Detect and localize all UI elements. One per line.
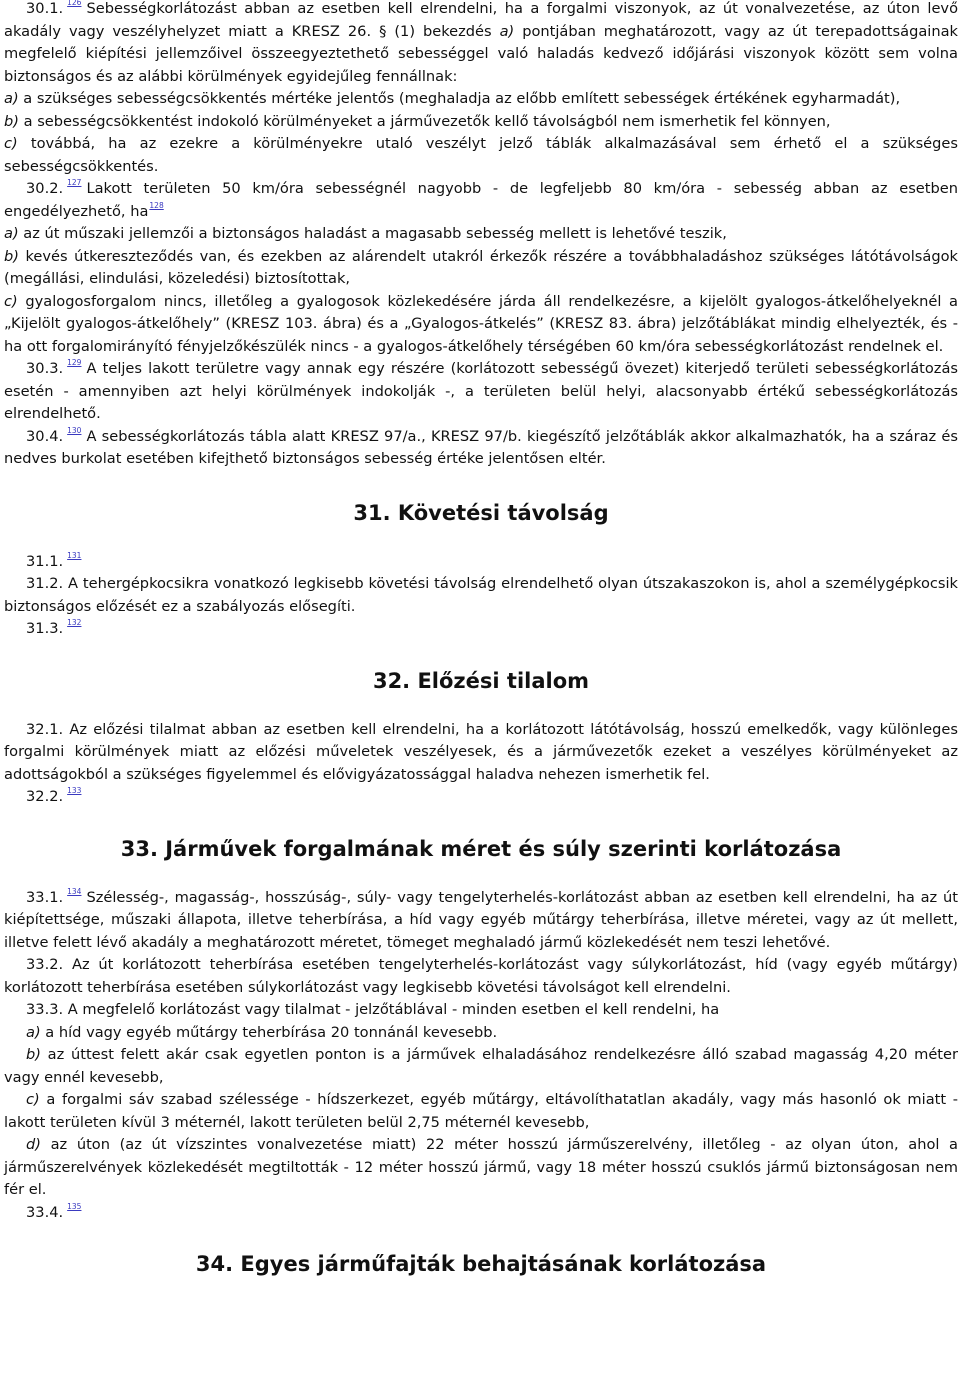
item-letter: a) [4,225,19,242]
item-letter: a) [4,90,19,107]
footnote-link[interactable]: 129 [67,358,82,367]
paragraph-text: Az előzési tilalmat abban az esetben kell elrendelni, ha a korlátozott látótávolság, hosszú emelkedők, vagy különleges forgalmi körülmények miatt az előzési műveletek veszélyesek, és a járművezetők ezeket a veszélyes körülményeket az adottságokból a szükséges figyelemmel és elővigyázatossággal haladva nehezen ismerhetik fel. [4,720,958,783]
section-number: 33.1. [26,888,64,906]
paragraph-text: pontjában meghatározott, vagy az út terepadottságainak megfelelő kiépítési jellemzőivel összeegyeztethető sebességgel való haladás kedvező időjárási viszonyok között sem volna biztonságos és az alábbi körülmények egyidejűleg fennállnak: [4,22,958,85]
item-text: továbbá, ha az ezekre a körülményekre utaló veszélyt jelző táblák alkalmazásával sem érhető el a szükséges sebességcsökkentés. [4,135,958,175]
paragraph-text: A tehergépkocsikra vonatkozó legkisebb követési távolság elrendelhető olyan útszakaszokon is, ahol a személygépkocsik biztonságos előzését ez a szabályozás elősegíti. [4,575,959,615]
paragraph-text: Sebességkorlátozást abban az esetben kell elrendelni, ha a forgalmi viszonyok, az út vonalvezetése, az úton levő akadály vagy veszélyhelyzet miatt a KRESZ 26. § (1) bekezdés [4,0,958,40]
item-letter: b) [26,1046,41,1063]
item-text: gyalogosforgalom nincs, illetőleg a gyalogosok közlekedésére járda áll rendelkezésre, a kijelölt gyalogos-átkelőhelyeknél a „Kijelölt gyalogos-átkelőhely” (KRESZ 103. ábra) és a „Gyalogos-átkelés” (KRESZ 83. ábra) jelzőtáblákat mindig elhelyezték, és - ha ott forgalomirányító fényjelzőkészülék nincs - a gyalogos-átkelőhely térségében 60 km/óra sebességkorlátozást rendelnek el. [4,292,958,355]
item-text: az úton (az út vízszintes vonalvezetése miatt) 22 méter hosszú járműszerelvény, illetőleg - az olyan úton, ahol a járműszerelvények közlekedését megtiltották - 12 méter hosszú jármű, vagy 18 méter hosszú csuklós jármű biztonságosan nem fér el. [4,1136,958,1198]
footnote-link[interactable]: 135 [67,1201,82,1211]
list-item-a [4,223,958,246]
section-number: 32.2. [26,788,64,805]
list-item-c [4,291,958,359]
footnote-link[interactable]: 126 [67,0,82,7]
footnote-link[interactable]: 133 [67,786,82,795]
section-number: 31.2. [26,575,64,592]
section-number: 33.4. [26,1203,64,1221]
item-text: az út műszaki jellemzői a biztonságos haladást a magasabb sebesség mellett is lehetővé teszik, [18,225,727,242]
paragraph-text: A megfelelő korlátozást vagy tilalmat - jelzőtáblával - minden esetben el kell rendelni, ha [67,1001,720,1018]
footnote-link[interactable]: 132 [67,618,82,627]
item-text: a sebességcsökkentést indokoló körülményeket a járművezetők kellő távolságból nem ismerhetik fel könnyen, [18,112,831,130]
section-number: 30.4. [26,427,64,445]
section-number: 30.3. [26,360,64,377]
footnote-link[interactable]: 127 [67,178,82,187]
paragraph-32-2 [4,786,958,809]
item-text: az úttest felett akár csak egyetlen ponton is a járművek elhaladásához rendelkezésre álló szabad magasság 4,20 méter vagy ennél kevesebb, [4,1046,958,1086]
list-item-d [4,1134,958,1202]
section-heading: 32. Előzési tilalom [372,668,590,693]
item-letter: d) [26,1136,41,1153]
list-item-c [4,133,958,178]
paragraph-30-4 [4,426,958,471]
item-letter: a) [26,1023,41,1041]
list-item-b [4,111,958,134]
paragraph-text: A sebességkorlátozás tábla alatt KRESZ 97/a., KRESZ 97/b. kiegészítő jelzőtáblák akkor alkalmazhatók, ha a száraz és nedves burkolat esetében kifejthető biztonságos sebesség értéke jelentősen eltér. [4,427,958,467]
list-item-c [4,1089,958,1134]
list-item-a [4,1022,958,1045]
section-heading: 31. Követési távolság [353,500,609,525]
section-number: 33.2. [26,956,64,973]
paragraph-33-4 [4,1202,958,1225]
section-number: 32.1. [26,720,64,738]
section-heading: 33. Járművek forgalmának méret és súly szerinti korlátozása [120,836,842,861]
section-number: 30.1. [26,0,64,17]
section-heading: 34. Egyes járműfajták behajtásának korlátozása [195,1252,767,1276]
section-number: 33.3. [26,1001,64,1018]
footnote-link[interactable]: 134 [67,886,82,896]
paragraph-text: Az út korlátozott teherbírása esetében tengelyterhelés-korlátozást vagy súlykorlátozást, híd (vagy egyéb műtárgy) korlátozott teherbírása esetében súlykorlátozást vagy legkisebb követési távolságot kell elrendelni. [4,956,958,996]
item-text: kevés útkereszteződés van, és ezekben az alárendelt utakról érkezők részére a továbbhaladáshoz szükséges látótávolságok (megállási, elindulási, közeledési) biztosítottak, [4,247,958,287]
footnote-link[interactable]: 131 [67,550,82,560]
section-number: 31.3. [26,620,64,637]
list-item-b [4,246,958,291]
paragraph-32-1 [4,719,958,787]
item-letter: c) [4,135,18,152]
list-item-b [4,1044,958,1089]
paragraph-33-1 [4,887,958,955]
paragraph-33-3 [4,999,958,1022]
item-letter: b) [4,112,19,130]
item-letter: a) [499,22,515,40]
paragraph-text: Lakott területen 50 km/óra sebességnél nagyobb - de legfeljebb 80 km/óra - sebesség abban az esetben engedélyezhető, ha [4,180,958,220]
paragraph-30-2 [4,178,958,223]
item-letter: c) [26,1091,40,1108]
list-item-a [4,88,958,111]
section-number: 31.1. [26,552,64,570]
footnote-link[interactable]: 128 [149,200,164,210]
paragraph-31-1 [4,551,958,574]
item-letter: c) [4,292,18,310]
paragraph-30-1 [4,0,958,88]
section-number: 30.2. [26,180,64,197]
paragraph-33-2 [4,954,958,999]
paragraph-text: Szélesség-, magasság-, hosszúság-, súly- vagy tengelyterhelés-korlátozást abban az esetben kell elrendelni, ha az út kiépítettsége, műszaki állapota, illetve teherbírása, a híd vagy egyéb műtárgy teherbírása, illetve méretei, vagy az út mellett, illetve felett lévő akadály a meghatározott méretet, tömeget meghaladó jármű közlekedését nem teszi lehetővé. [4,888,958,951]
footnote-link[interactable]: 130 [67,425,82,435]
paragraph-text: A teljes lakott területre vagy annak egy részére (korlátozott sebességű övezet) kiterjedő területi sebességkorlátozás esetén - amennyiben azt helyi körülmények indokolják -, a területen belül helyi, alacsonyabb értékű sebességkorlátozás elrendelhető. [4,360,958,422]
item-letter: b) [4,247,19,265]
paragraph-30-3 [4,358,958,426]
item-text: a forgalmi sáv szabad szélessége - hídszerkezet, egyéb műtárgy, eltávolíthatatlan akadály, vagy más hasonló ok miatt - lakott területen kívül 3 méternél, lakott területen belül 2,75 méternél kevesebb, [4,1091,958,1131]
paragraph-31-2 [4,573,958,618]
paragraph-31-3 [4,618,958,641]
item-text: a szükséges sebességcsökkentés mértéke jelentős (meghaladja az előbb említett sebességek értékének egyharmadát), [18,90,901,107]
item-text: a híd vagy egyéb műtárgy teherbírása 20 tonnánál kevesebb. [40,1023,498,1041]
document-page [4,0,958,1278]
